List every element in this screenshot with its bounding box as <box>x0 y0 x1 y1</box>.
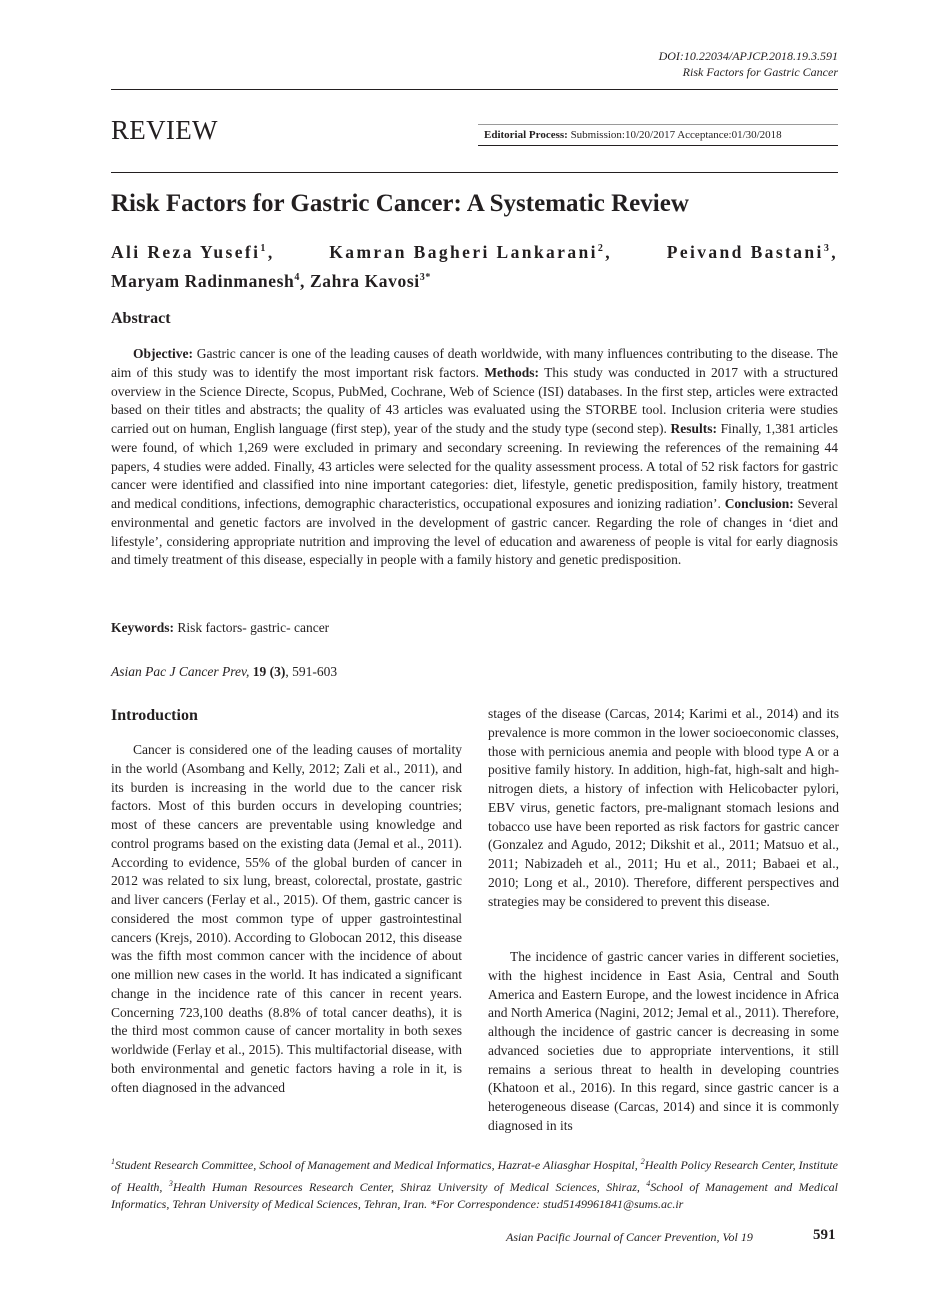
author: Peivand Bastani$^3$, <box>666 241 838 262</box>
abstract-heading: Abstract <box>111 310 171 327</box>
author: Maryam Radinmanesh$^4$, <box>111 270 305 291</box>
header-rule <box>111 89 838 90</box>
citation: Asian Pac J Cancer Prev, 19 (3), 591-603 <box>111 664 338 679</box>
author-line-2 <box>111 265 838 294</box>
author-list <box>111 236 838 294</box>
editorial-dates: Submission:10/20/2017 Acceptance:01/30/2018 <box>570 129 782 141</box>
intro-paragraph-2: The incidence of gastric cancer varies in different societies, with the highest incidence in East Asia, Central and South America and Eastern Europe, and the lowest incidence in Africa and North America (Nagini, 2012; Jemal et al., 2011). Therefore, although the incidence of gastric cancer is decreasing in some advanced societies due to appropriate interventions, it still remains a serious threat to health in developing countries (Khatoon et al., 2016). In this regard, since gastric cancer is a heterogeneous disease (Carcas, 2014) and since it is commonly diagnosed in its <box>488 949 839 1133</box>
intro-paragraph-1: Cancer is considered one of the leading causes of mortality in the world (Asombang and Kelly, 2012; Zali et al., 2011), and its burden is increasing in the world due to the cancer risk factors. Most of this burden occurs in developing countries; most of these cancers are preventable using knowledge and control programs based on the existing data (Jemal et al., 2011). According to evidence, 55% of the global burden of cancer in 2012 was related to six lung, breast, colorectal, prostate, gastric and liver cancers (Ferlay et al., 2015). Of them, gastric cancer is considered the most common type of upper gastrointestinal cancers (Krejs, 2010). According to Globocan 2012, this disease was the fifth most common cancer with the incidence of about one million new cases in the world. It has indicated a significant change in the incidence rate of this cancer in recent years. Concerning 723,100 deaths (8.8% of total cancer deaths), it is the third most common cause of cancer mortality in both sexes worldwide (Ferlay et al., 2015). This multifactorial disease, with both environmental and genetic factors having a role in it, is often diagnosed in the advanced <box>111 742 462 1095</box>
keywords: Keywords: Risk factors- gastric- cancer <box>111 620 330 635</box>
doi-line: DOI:10.22034/APJCP.2018.19.3.591 <box>658 49 838 63</box>
affiliation-footnote: $^1$Student Research Committee, School of Management and Medical Informatics, Hazrat-e Aliasghar Hospital, $^2$Health Policy Research Center, Institute of Health, $^3$Health Human Resources Research Center, Shiraz University of Medical Sciences, Shiraz, $^4$School of Management and Medical Informatics, Tehran University of Medical Sciences, Tehran, Iran. *For Correspondence: stud5149961841@sums.ac.ir <box>111 1157 838 1211</box>
author: Zahra Kavosi$^{3*}$ <box>309 270 431 291</box>
author-line-1 <box>111 236 838 265</box>
author: Kamran Bagheri Lankarani$^2$, <box>329 241 613 262</box>
footer-journal: Asian Pacific Journal of Cancer Prevention, Vol 19 <box>506 1230 753 1244</box>
abstract-body: Objective: Gastric cancer is one of the leading causes of death worldwide, with many influences contributing to the disease. The aim of this study was to identify the most important risk factors. Methods: This study was conducted in 2017 with a structured overview in the Science Directe, Scopus, PubMed, Cochrane, Web of Science (ISI) databases. In the first step, articles were extracted based on their titles and abstracts; the quality of 43 articles was evaluated using the STORBE tool. Inclusion criteria were studies carried out on human, English language (first step), year of the study and the study type (second step). Results: Finally, 1,381 articles were found, of which 1,269 were excluded in primary and secondary screening. In reviewing the references of the remaining 44 papers, 4 studies were added. Finally, 43 articles were selected for the quality assessment process. A total of 52 risk factors for gastric cancer were identified and classified into nine important categories: diet, lifestyle, genetic predisposition, family history, treatment and medical conditions, infections, demographic characteristics, occupational exposures and ionizing radiation’. Conclusion: Several environmental and genetic factors are involved in the development of gastric cancer. Regarding the role of changes in ‘diet and lifestyle’, considering appropriate nutrition and improving the level of education and awareness of people is vital for early diagnosis and timely treatment of this disease, especially in people with a family history and genetic predisposition. <box>111 346 838 568</box>
intro-paragraph-1-continued: stages of the disease (Carcas, 2014; Karimi et al., 2014) and its prevalence is more common in the lower socioeconomic classes, those with pernicious anemia and people with blood type A or a positive family history. In addition, high-fat, high-salt and high-nitrogen diets, a history of infection with Helicobacter pylori, EBV virus, genetic factors, pre-malignant stomach lesions and tobacco use have been reported as risk factors for gastric cancer (Gonzalez and Agudo, 2012; Dikshit et al., 2011; Matsuo et al., 2011; Nabizadeh et al., 2011; Hu et al., 2011; Babaei et al., 2010; Long et al., 2010). Therefore, different perspectives and strategies may be considered to prevent this disease. <box>488 706 839 909</box>
editorial-process-label: Editorial Process: <box>484 129 568 141</box>
editorial-process-box <box>478 124 838 146</box>
article-title: Risk Factors for Gastric Cancer: A Systematic Review <box>111 190 689 217</box>
section-label: REVIEW <box>111 115 218 145</box>
author: Ali Reza Yusefi$^1$, <box>111 241 275 262</box>
running-title: Risk Factors for Gastric Cancer <box>682 65 838 79</box>
introduction-heading: Introduction <box>111 707 198 724</box>
page-number: 591 <box>813 1227 836 1243</box>
title-rule <box>111 172 838 173</box>
editorial-process-text <box>484 128 782 142</box>
